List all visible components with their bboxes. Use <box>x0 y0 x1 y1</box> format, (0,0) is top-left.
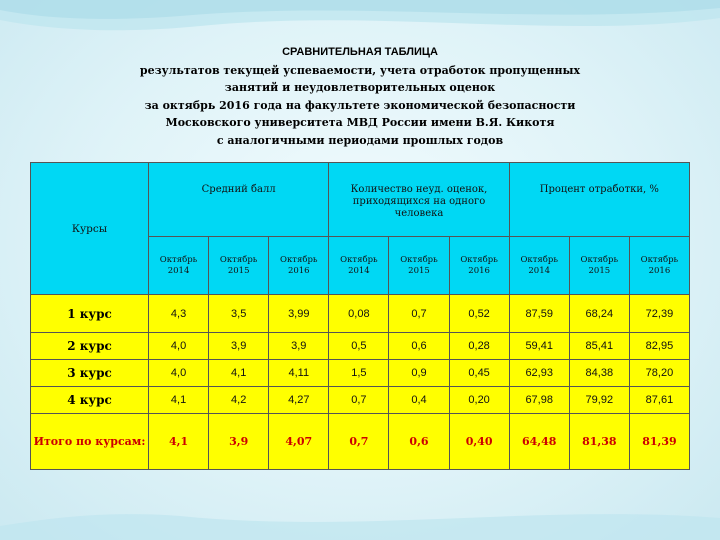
period-header: Октябрь 2015 <box>569 237 629 295</box>
period-header: Октябрь 2016 <box>449 237 509 295</box>
table-cell: 67,98 <box>509 387 569 414</box>
table-cell: 4,0 <box>149 333 209 360</box>
table-cell: 62,93 <box>509 360 569 387</box>
table-cell: 4,0 <box>149 360 209 387</box>
header-line: результатов текущей успеваемости, учета отработок пропущенных <box>139 63 581 77</box>
table-cell: 87,61 <box>629 387 689 414</box>
table-cell: 87,59 <box>509 295 569 333</box>
group-header-avg-score: Средний балл <box>149 163 329 237</box>
comparison-table <box>30 162 690 470</box>
table-cell: 4,1 <box>149 387 209 414</box>
period-header: Октябрь 2014 <box>329 237 389 295</box>
header-line: занятий и неудовлетворительных оценок <box>224 81 496 94</box>
kurs-header: Курсы <box>31 163 149 295</box>
table-cell: 84,38 <box>569 360 629 387</box>
table-row <box>31 360 690 387</box>
table-cell: 4,3 <box>149 295 209 333</box>
table-cell: 1,5 <box>329 360 389 387</box>
period-header: Октябрь 2016 <box>629 237 689 295</box>
page-title: СРАВНИТЕЛЬНАЯ ТАБЛИЦА <box>282 46 438 58</box>
total-cell: 81,39 <box>629 414 689 470</box>
period-header: Октябрь 2015 <box>389 237 449 295</box>
document-header <box>0 44 720 149</box>
table-cell: 59,41 <box>509 333 569 360</box>
total-label: Итого по курсам: <box>31 414 149 470</box>
table-cell: 3,99 <box>269 295 329 333</box>
period-header: Октябрь 2014 <box>509 237 569 295</box>
total-cell: 4,07 <box>269 414 329 470</box>
period-header: Октябрь 2015 <box>209 237 269 295</box>
table-cell: 3,9 <box>269 333 329 360</box>
table-cell: 72,39 <box>629 295 689 333</box>
table-cell: 0,45 <box>449 360 509 387</box>
total-cell: 64,48 <box>509 414 569 470</box>
table-cell: 0,7 <box>389 295 449 333</box>
row-label: 1 курс <box>31 295 149 333</box>
row-label: 2 курс <box>31 333 149 360</box>
total-cell: 0,6 <box>389 414 449 470</box>
period-header: Октябрь 2016 <box>269 237 329 295</box>
total-cell: 4,1 <box>149 414 209 470</box>
table-cell: 0,28 <box>449 333 509 360</box>
table-cell: 0,5 <box>329 333 389 360</box>
row-label: 4 курс <box>31 387 149 414</box>
table-cell: 79,92 <box>569 387 629 414</box>
table-cell: 68,24 <box>569 295 629 333</box>
table-cell: 3,5 <box>209 295 269 333</box>
table-cell: 4,27 <box>269 387 329 414</box>
table-row <box>31 333 690 360</box>
header-line: Московского университета МВД России имени В.Я. Кикотя <box>165 116 555 129</box>
total-row <box>31 414 690 470</box>
table-cell: 3,9 <box>209 333 269 360</box>
table-cell: 0,6 <box>389 333 449 360</box>
total-cell: 0,7 <box>329 414 389 470</box>
group-header-makeup-percent: Процент отработки, % <box>509 163 689 237</box>
group-header-fail-count: Количество неуд. оценок, приходящихся на одного человека <box>329 163 509 237</box>
wave-decoration-bottom <box>0 500 720 540</box>
total-cell: 3,9 <box>209 414 269 470</box>
total-cell: 0,40 <box>449 414 509 470</box>
table-cell: 0,4 <box>389 387 449 414</box>
table-cell: 0,20 <box>449 387 509 414</box>
total-cell: 81,38 <box>569 414 629 470</box>
table-cell: 78,20 <box>629 360 689 387</box>
table-cell: 4,1 <box>209 360 269 387</box>
table-cell: 82,95 <box>629 333 689 360</box>
row-label: 3 курс <box>31 360 149 387</box>
table-cell: 0,7 <box>329 387 389 414</box>
period-header: Октябрь 2014 <box>149 237 209 295</box>
table-row <box>31 295 690 333</box>
header-line: с аналогичными периодами прошлых годов <box>216 133 504 147</box>
table-cell: 0,9 <box>389 360 449 387</box>
table-cell: 4,11 <box>269 360 329 387</box>
table-cell: 4,2 <box>209 387 269 414</box>
header-line: за октябрь 2016 года на факультете экономической безопасности <box>144 98 576 112</box>
table-cell: 0,52 <box>449 295 509 333</box>
table-row <box>31 387 690 414</box>
table-cell: 85,41 <box>569 333 629 360</box>
table-cell: 0,08 <box>329 295 389 333</box>
